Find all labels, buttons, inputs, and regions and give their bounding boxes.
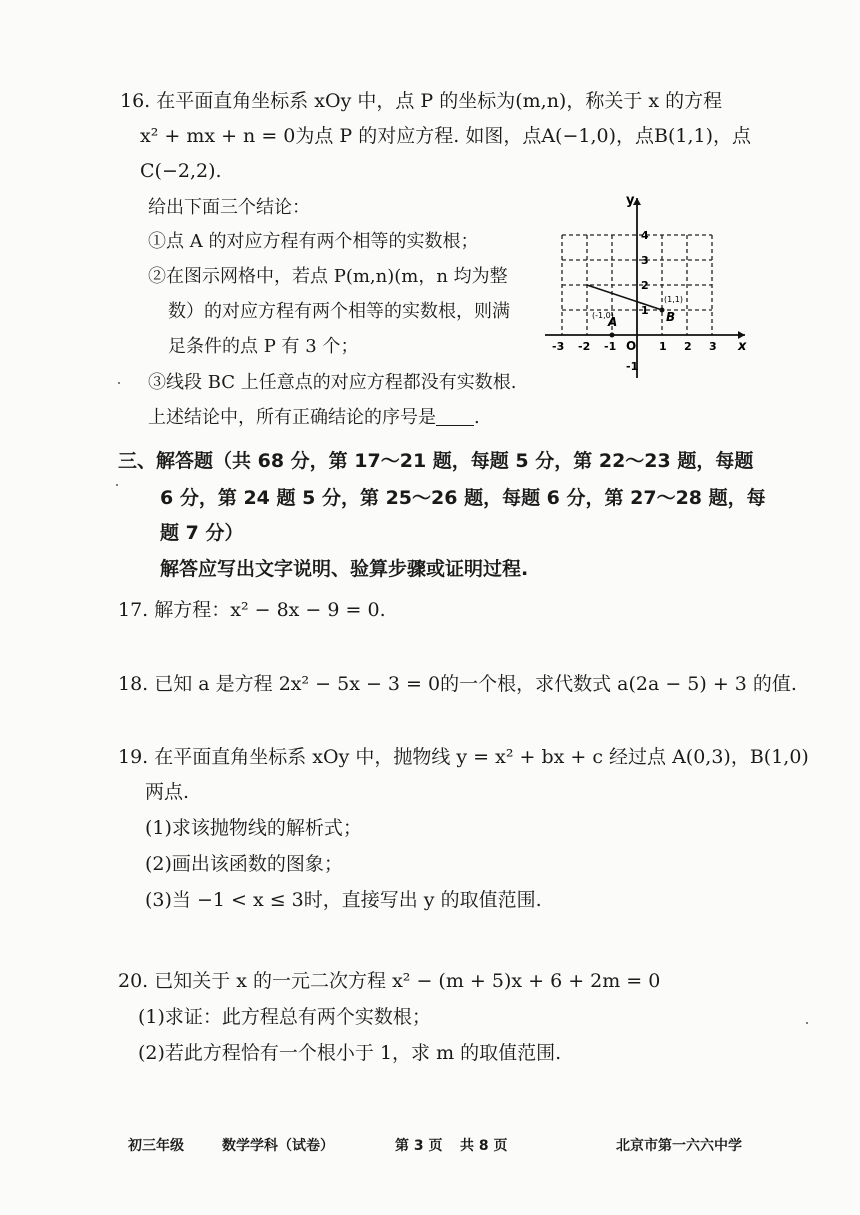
x-tick-neg2: -2 [578,340,591,353]
scan-speck [806,1022,808,1024]
q16-conclusion-2b: 数）的对应方程有两个相等的实数根，则满 [168,301,510,322]
q20-part1: (1)求证：此方程总有两个实数根； [138,1006,431,1028]
section3-heading-line1: 三、解答题（共 68 分，第 17～21 题，每题 5 分，第 22～23 题，每题 [118,450,754,472]
section3-heading-line2: 6 分，第 24 题 5 分，第 25～26 题，每题 6 分，第 27～28 题，每 [160,487,766,509]
point-a-dot [610,333,615,338]
q19-part1: (1)求该抛物线的解析式； [145,817,362,839]
q20-part2: (2)若此方程恰有一个根小于 1，求 m 的取值范围. [138,1042,562,1064]
point-a-label: A [608,315,618,329]
q19-part3: (3)当 −1 < x ≤ 3时，直接写出 y 的取值范围. [145,889,542,911]
q17-text: 17. 解方程：x² − 8x − 9 = 0. [118,599,386,621]
footer-school: 北京市第一六六中学 [616,1138,742,1154]
point-a-coord: (-1,0) [592,311,614,320]
q16-intro: 给出下面三个结论： [148,197,310,218]
footer-grade: 初三年级 [128,1138,184,1154]
q16-conclusion-2a: ②在图示网格中，若点 P(m,n)(m，n 均为整 [148,266,508,287]
q16-question-text: 上述结论中，所有正确结论的序号是 [148,407,436,428]
x-tick-1: 1 [659,340,667,353]
q16-conclusion-1: ①点 A 的对应方程有两个相等的实数根； [148,231,479,252]
segment-bc [587,285,662,310]
q19-line1: 19. 在平面直角坐标系 xOy 中，抛物线 y = x² + bx + c 经过点 A(0,3)，B(1,0) [118,746,809,768]
q16-line3: C(−2,2). [140,160,222,182]
y-tick-1: 1 [641,304,649,317]
y-axis-label: y [626,193,635,208]
q16-conclusion-3: ③线段 BC 上任意点的对应方程都没有实数根. [148,372,517,393]
point-b-dot [660,308,665,313]
footer-page: 第 3 页 [395,1138,443,1154]
footer-total: 共 8 页 [460,1138,508,1154]
q19-part2: (2)画出该函数的图象； [145,853,343,875]
q18-text: 18. 已知 a 是方程 2x² − 5x − 3 = 0的一个根，求代数式 a(2a − 5) + 3 的值. [118,673,797,695]
section3-heading-line3: 题 7 分） [160,522,244,544]
section3-note: 解答应写出文字说明、验算步骤或证明过程. [160,558,529,580]
q16-question [148,405,480,431]
q16-line2: x² + mx + n = 0为点 P 的对应方程. 如图，点A(−1,0)，点B(1,1)，点 [140,125,752,147]
footer-subject: 数学学科（试卷） [222,1138,334,1154]
q16-conclusion-2c: 足条件的点 P 有 3 个； [168,336,359,357]
q20-line1: 20. 已知关于 x 的一元二次方程 x² − (m + 5)x + 6 + 2m = 0 [118,970,661,992]
origin-label: O [626,339,637,353]
coordinate-grid-figure [540,190,755,385]
x-axis-arrow [738,331,745,339]
q19-line2: 两点. [145,781,190,803]
scan-speck [118,382,120,384]
answer-blank [436,407,474,426]
x-tick-3: 3 [709,340,717,353]
q16-line1: 16. 在平面直角坐标系 xOy 中，点 P 的坐标为(m,n)，称关于 x 的方程 [120,90,723,112]
q16-question-end: . [474,407,480,428]
x-axis-label: x [738,339,747,354]
x-tick-neg3: -3 [552,340,565,353]
point-b-label: B [666,310,676,324]
y-tick-neg1: -1 [626,360,639,373]
y-tick-3: 3 [641,254,649,267]
x-tick-neg1: -1 [604,340,617,353]
y-tick-4: 4 [641,229,649,242]
x-tick-2: 2 [684,340,692,353]
point-b-coord: (1,1) [664,295,683,304]
scan-speck [116,484,118,486]
y-tick-2: 2 [641,279,649,292]
